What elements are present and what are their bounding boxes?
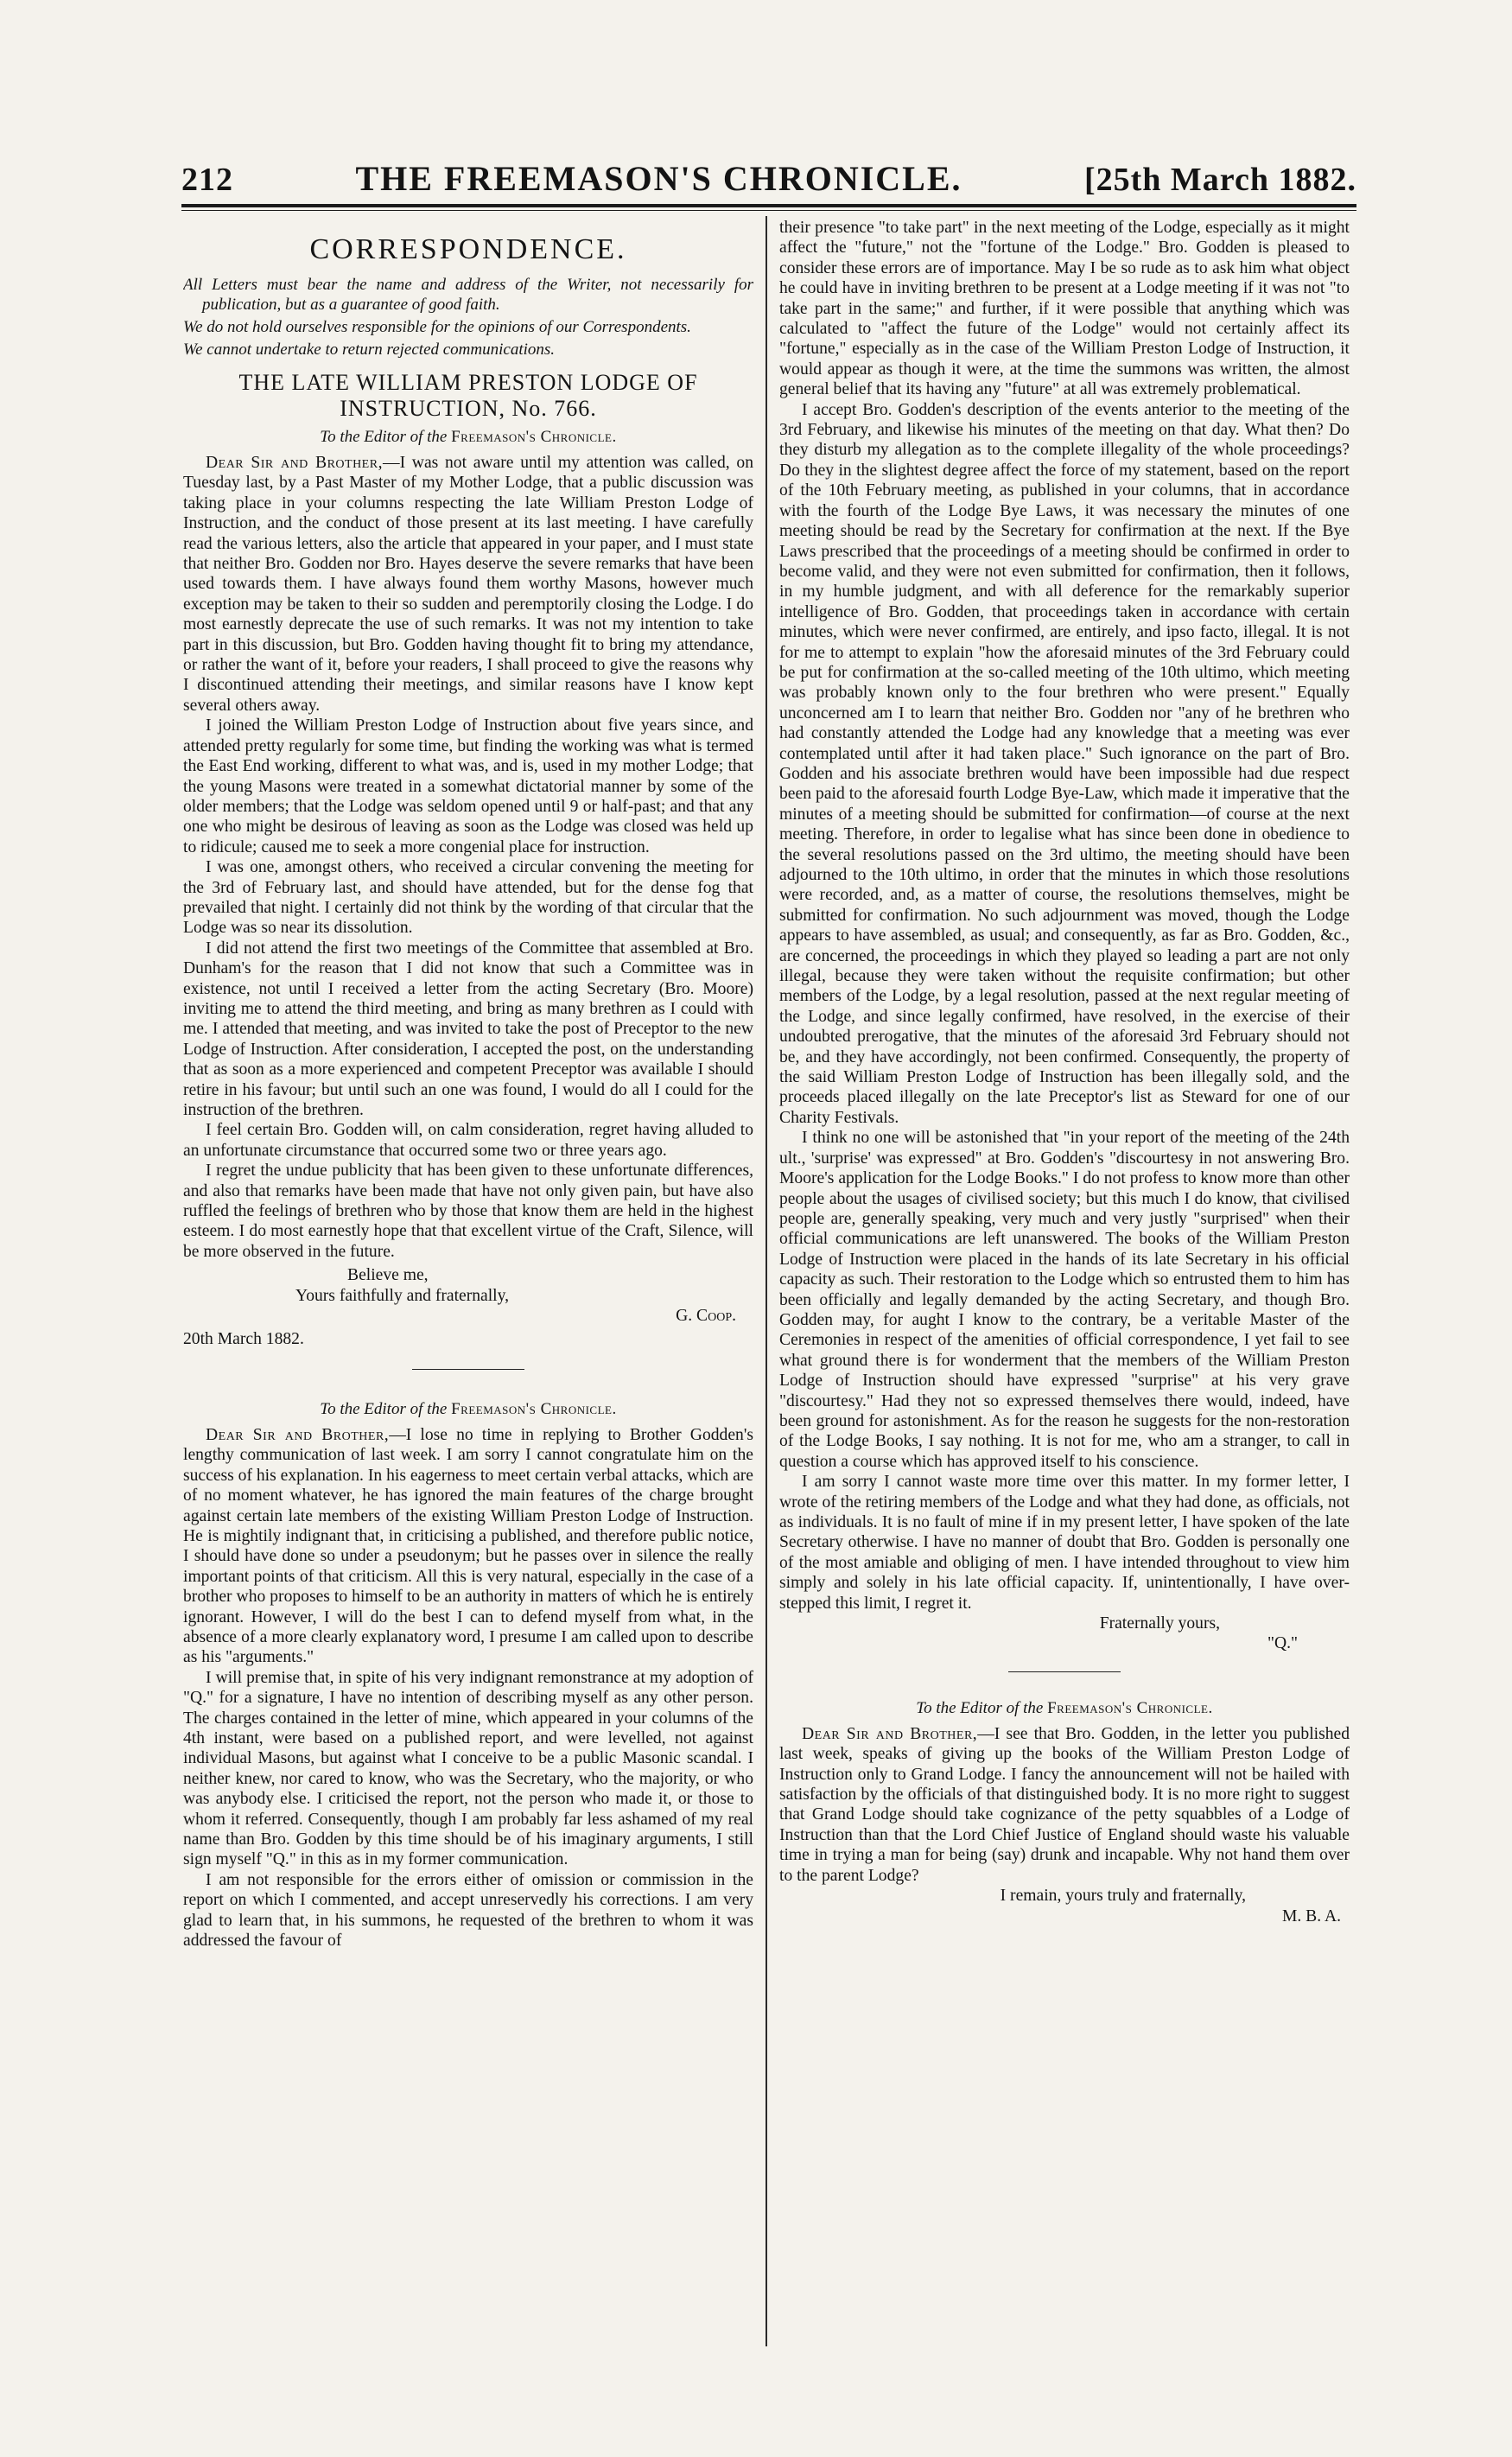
letter-addressee bbox=[183, 427, 753, 448]
addressee-name: Freemason's Chronicle. bbox=[451, 1399, 617, 1418]
issue-date: [25th March 1882. bbox=[1083, 162, 1356, 198]
page-number: 212 bbox=[181, 162, 233, 198]
signature: "Q." bbox=[1267, 1634, 1298, 1653]
valediction: I remain, yours truly and fraternally, bbox=[1000, 1887, 1246, 1906]
addressee-prefix: To the Editor of the bbox=[320, 428, 448, 446]
letter-paragraph: Dear Sir and Brother,—I see that Bro. Godden, in the letter you published last week, speaks of giving up the books of the William Preston Lodge of Instruction only to Grand Lodge. I fancy the announcement will not be hailed with satisfaction by the officials of that distinguished body. It is no more right to suggest that Grand Lodge should take cognizance of the petty squabbles of a Lodge of Instruction than that the Lord Chief Justice of England should waste his valuable time in trying a man for being (say) drunk and incapable. Why not hand them over to the parent Lodge? bbox=[779, 1724, 1350, 1885]
addressee-name: Freemason's Chronicle. bbox=[451, 428, 617, 446]
signature: M. B. A. bbox=[1281, 1906, 1341, 1925]
letter-paragraph: Dear Sir and Brother,—I lose no time in replying to Brother Godden's lengthy communication of last week. I am sorry I cannot congratulate him on the success of his explanation. In his eagerness to meet certain verbal attacks, which are of no moment whatever, he has ignored the main features of the charge brought against certain late members of the existing William Preston Lodge of Instruction. He is mightily indignant that, in criticising a published, and therefore public notice, I should have done so under a pseudonym; but he passes over in silence the really important points of that criticism. All this is very natural, especially in the case of a brother who proposes to himself to be an authority in matters of which he is entirely ignorant. However, I will do the best I can to defend myself from what, in the absence of a more clearly explanatory word, I presume I am called upon to describe as his "arguments." bbox=[183, 1425, 753, 1667]
letter-paragraph: I regret the undue publicity that has been given to these unfortunate differences, and also that remarks have been made that have not only given pain, but have also ruffled the feelings of brethren who by those that know them are held in the highest esteem. I do most earnestly hope that that excellent virtue of the Craft, Silence, will be more observed in the future. bbox=[183, 1162, 753, 1261]
letter-paragraph: Dear Sir and Brother,—I was not aware until my attention was called, on Tuesday last, by a Past Master of my Mother Lodge, that a public discussion was taking place in your columns respecting the late William Preston Lodge of Instruction, and the conduct of those present at its last meeting. I have carefully read the various letters, also the article that appeared in your paper, and I must state that neither Bro. Godden nor Bro. Hayes deserve the severe remarks that have been used towards them. I have always found them worthy Masons, however much exception may be taken to their so sudden and peremptorily closing the Lodge. I do most earnestly deprecate the use of such remarks. It was not my intention to take part in this discussion, but Bro. Godden having thought fit to bring my attendance, or rather the want of it, before your readers, I shall proceed to give the reasons why I discontinued attending their meetings, and similar reasons have I know kept several others away. bbox=[183, 454, 753, 715]
masthead bbox=[181, 138, 1356, 199]
right-column bbox=[779, 218, 1350, 2344]
valediction: Yours faithfully and fraternally, bbox=[295, 1286, 510, 1305]
journal-title: THE FREEMASON'S CHRONICLE. bbox=[355, 159, 962, 198]
salutation: Dear Sir and Brother, bbox=[206, 1425, 390, 1444]
letter-addressee bbox=[183, 1399, 753, 1420]
editorial-notice: We do not hold ourselves responsible for the opinions of our Correspondents. bbox=[183, 318, 691, 336]
letter-paragraph: I am not responsible for the errors either of omission or commission in the report on which I commented, and accept unreservedly his corrections. I am very glad to learn that, in his summons, he requested of the brethren to whom it was addressed the favour of bbox=[183, 1870, 753, 1951]
masthead-rule-thin bbox=[181, 210, 1356, 211]
separator-rule bbox=[1008, 1671, 1121, 1672]
letter-addressee bbox=[779, 1698, 1350, 1719]
editorial-notice: All Letters must bear the name and address of the Writer, not necessarily for publication, but as a guarantee of good faith. bbox=[183, 276, 753, 314]
section-title: CORRESPONDENCE. bbox=[309, 233, 627, 265]
letter-paragraph: I will premise that, in spite of his very indignant remonstrance at my adoption of "Q." for a signature, I have no intention of describing myself as any other person. The charges contained in the letter of mine, which appeared in your columns of the 4th instant, were based on a published report, and were levelled, not against individual Masons, but against what I conceive to be a public Masonic scandal. I neither knew, nor cared to know, who was the Secretary, who the majority, or who was anybody else. I criticised the report, not the person who made it, or those to whom it referred. Consequently, though I am probably far less ashamed of my real name than Bro. Godden by this time should be of his imaginary arguments, I still sign myself "Q." in this as in my former communication. bbox=[183, 1668, 753, 1869]
letter-paragraph: I feel certain Bro. Godden will, on calm consideration, regret having alluded to an unfortunate circumstance that occurred some two or three years ago. bbox=[183, 1121, 753, 1160]
letter-paragraph: I joined the William Preston Lodge of Instruction about five years since, and attended pretty regularly for some time, but finding the working was what is termed the East End working, different to what was, and is, used in my mother Lodge; that the young Masons were treated in a somewhat dictatorial manner by some of the older members; that the Lodge was seldom opened until 9 or half-past; and that any one who might be desirous of leaving as soon as the Lodge was closed was held up to ridicule; caused me to seek a more congenial place for instruction. bbox=[183, 716, 753, 856]
masthead-rule bbox=[181, 204, 1356, 207]
salutation: Dear Sir and Brother, bbox=[802, 1724, 978, 1743]
separator-rule bbox=[412, 1369, 524, 1370]
addressee-name: Freemason's Chronicle. bbox=[1047, 1698, 1213, 1717]
addressee-prefix: To the Editor of the bbox=[320, 1399, 448, 1418]
valediction: Fraternally yours, bbox=[1099, 1614, 1220, 1633]
letter-paragraph: I am sorry I cannot waste more time over this matter. In my former letter, I wrote of the retiring members of the Lodge and what they had done, as officials, not as individuals. It is no fault of mine if in my present letter, I have spoken of the late Secretary otherwise. I have no manner of doubt that Bro. Godden is personally one of the most amiable and obliging of men. I have intended throughout to view him simply and solely in his late official capacity. If, unintentionally, I have over-stepped this limit, I regret it. bbox=[779, 1473, 1350, 1613]
editorial-notice: We cannot undertake to return rejected communications. bbox=[183, 341, 556, 359]
valediction: Believe me, bbox=[347, 1266, 429, 1285]
letter-paragraph: I accept Bro. Godden's description of the events anterior to the meeting of the 3rd February, and likewise his minutes of the meeting on that day. What then? Do they disturb my allegation as to the complete illegality of the whole proceedings? Do they in the slightest degree affect the force of my statement, based on the report of the 10th February meeting, as published in your columns, that in accordance with the fourth of the Lodge Bye Laws, it was necessary the minutes of one meeting should be read by the Secretary for confirmation at the next. If the Bye Laws prescribed that the proceedings of a meeting should be confirmed in order to become valid, and they were not even submitted for confirmation, then it follows, in my humble judgment, and with all deference for the remarkably superior intelligence of Bro. Godden, that proceedings taken in accordance with certain minutes, which were never confirmed, are entirely, and ipso facto, illegal. It is not for me to attempt to explain "how the aforesaid minutes of the 3rd February could be put for confirmation at the so-called meeting of the 10th ultimo, which meeting was probably known only to the four brethren who were present." Equally unconcerned am I to learn that neither Bro. Godden nor "any of he brethren who had constantly attended the Lodge had any knowledge that a meeting was ever contemplated until after it had taken place." Such ignorance on the part of Bro. Godden and his associate brethren would have been impossible had due respect been paid to the aforesaid fourth Lodge Bye-Law, which made it imperative that the minutes of a meeting should be submitted for confirmation—of course at the next meeting. Therefore, in order to legalise what has since been done in obedience to the several resolutions passed on the 3rd ultimo, the meeting should have been adjourned to the 10th ultimo, in order that the minutes in which those resolutions were recorded, and, as a matter of course, the resolutions themselves, might be submitted for confirmation. No such adjournment was moved, though the Lodge appears to have assembled, as usual; and consequently, as far as Bro. Godden, &c., are concerned, the proceedings in which they played so leading a part are not only illegal, because they were taken without the requisite confirmation; but other members of the Lodge, by a legal resolution, passed at the next regular meeting of the Lodge, and since legally confirmed, have resolved, in the exercise of their undoubted prerogative, that the minutes of the aforesaid 3rd February should not be, and they have accordingly, not been confirmed. Consequently, the property of the said William Preston Lodge of Instruction has been illegally sold, and the proceeds placed illegally on the late Preceptor's list as Steward for one of our Charity Festivals. bbox=[779, 400, 1350, 1127]
salutation: Dear Sir and Brother, bbox=[206, 454, 383, 472]
letter-paragraph: their presence "to take part" in the next meeting of the Lodge, especially as it might affect the "future," not the "fortune of the Lodge." Bro. Godden is pleased to consider these errors are of importance. May I be so rude as to ask him what object he could have in inviting brethren to be present at a Lodge meeting if it was not "to take part in the same;" and further, if it were possible that anything which was calculated to "affect the future of the Lodge" would not certainly affect its "fortune," especially as in the case of the William Preston Lodge of Instruction, it would appear as though it were, at the time the summons was written, the almost general belief that its having any "future" at all was extremely problematical. bbox=[779, 219, 1350, 399]
letter-paragraph: I was one, amongst others, who received a circular convening the meeting for the 3rd of February last, and should have attended, but for the dense fog that prevailed that night. I certainly did not think by the wording of that circular that the Lodge was so near its dissolution. bbox=[183, 858, 753, 938]
addressee-prefix: To the Editor of the bbox=[916, 1698, 1044, 1717]
column-rule bbox=[766, 216, 767, 2346]
letter-paragraph: I did not attend the first two meetings of the Committee that assembled at Bro. Dunham's for the reason that I did not know that such a Committee was in existence, not until I received a letter from the acting Secretary (Bro. Moore) inviting me to attend the third meeting, and bring as many brethren as I could with me. I attended that meeting, and was invited to take the post of Preceptor to the new Lodge of Instruction. After consideration, I accepted the post, on the understanding that as soon as a more experienced and competent Preceptor was available I should retire in his favour; but until such an one was found, I would do all I could for the instruction of the brethren. bbox=[183, 939, 753, 1119]
left-column bbox=[183, 218, 753, 2344]
letter-date: 20th March 1882. bbox=[183, 1330, 304, 1349]
article-title: THE LATE WILLIAM PRESTON LODGE OF INSTRUCTION, No. 766. bbox=[238, 370, 698, 421]
signature: G. Coop. bbox=[676, 1307, 736, 1326]
letter-paragraph: I think no one will be astonished that "in your report of the meeting of the 24th ult., 'surprise' was expressed" at Bro. Godden's "discourtesy in not answering Bro. Moore's application for the Lodge Books." I do not profess to know more than other people about the usages of civilised society; but this much I do know, that civilised people are, generally speaking, very much and very justly "surprised" when their official communications are left unanswered. The books of the William Preston Lodge of Instruction were placed in the hands of its late Secretary in his official capacity as such. Their restoration to the Lodge which so entrusted them to him has been officially and legally demanded by the acting Secretary, and though Bro. Godden may, for aught I know to the contrary, be a veritable Master of the Ceremonies in respect of the amenities of official correspondence, I yet fail to see what ground there is for wonderment that the members of the William Preston Lodge of Instruction should have expressed "surprise" at his very grave "discourtesy." Had they not so expressed themselves there would, indeed, have been ground for astonishment. As for the reason he suggests for the non-restoration of the Lodge Books, I say nothing. It is not for me, who am a stranger, to call in question a course which has approved itself to his conscience. bbox=[779, 1129, 1350, 1471]
